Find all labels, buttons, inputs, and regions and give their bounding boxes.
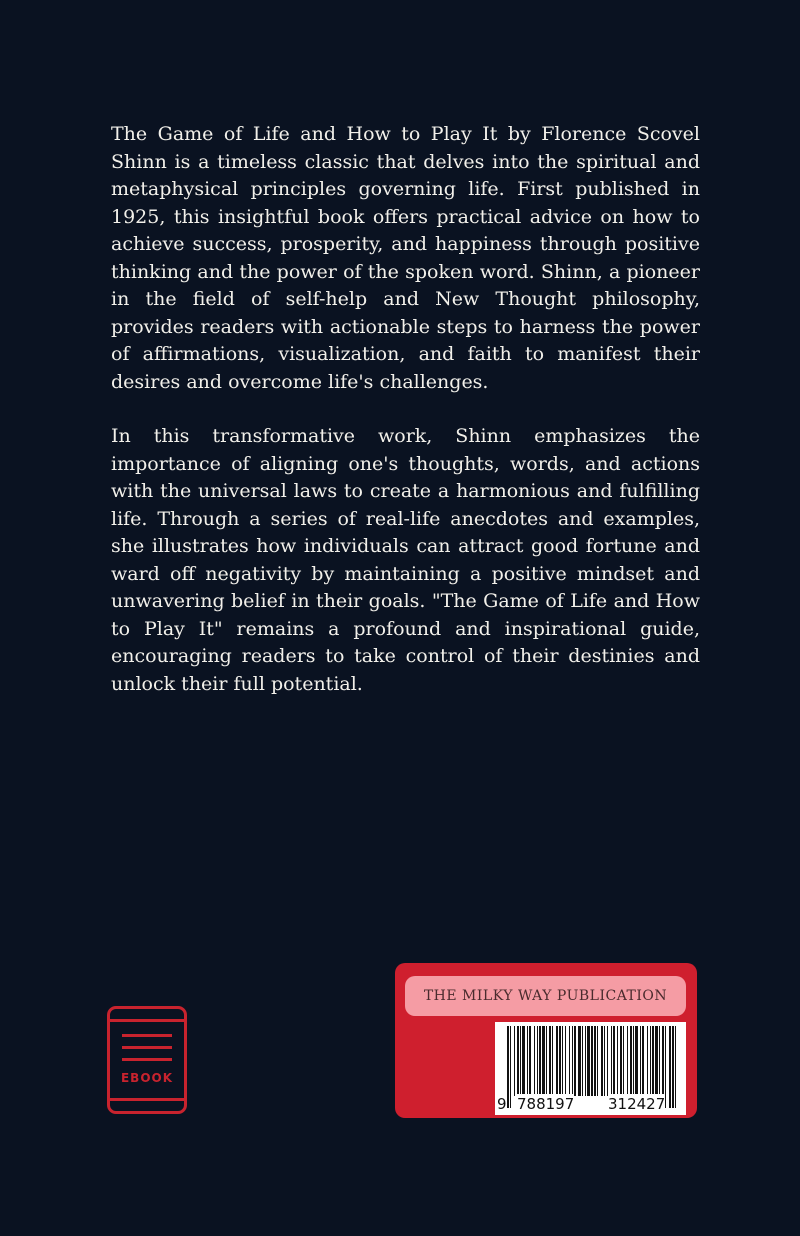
barcode-bar	[542, 1026, 545, 1096]
description-paragraph-2: In this transformative work, Shinn emphasizes the importance of aligning one's thoughts, words, and actions with the universal laws to create a harmonious and fulfilling life. Through a series of real-life anecdotes and examples, she illustrates how individuals can attract good fortune and ward off negativity by maintaining a positive mindset and unwavering belief in their goals. "The Game of Life and How to Play It" remains a profound and inspirational guide, encouraging readers to take control of their destinies and unlock their full potential.	[111, 425, 700, 695]
tablet-icon-line	[122, 1046, 172, 1049]
barcode-bar	[569, 1026, 570, 1096]
isbn-number	[495, 1094, 686, 1114]
tablet-icon-line	[122, 1058, 172, 1061]
barcode-bar	[539, 1026, 541, 1096]
publisher-name: THE MILKY WAY PUBLICATION	[405, 976, 686, 1016]
barcode-bar	[552, 1026, 553, 1096]
barcode-bar	[527, 1026, 528, 1096]
barcode-bar	[556, 1026, 558, 1096]
barcode-bar	[522, 1026, 525, 1096]
barcode-bar	[559, 1026, 561, 1096]
isbn-group-1: 788197	[517, 1095, 575, 1113]
barcode-bar	[597, 1026, 598, 1096]
barcode-bar	[587, 1026, 590, 1096]
tablet-icon-bottom-bar	[110, 1098, 184, 1101]
book-description	[111, 121, 700, 725]
isbn-group-2: 312427	[608, 1095, 666, 1113]
barcode-bar	[594, 1026, 596, 1096]
barcode-bar	[549, 1026, 551, 1096]
description-paragraph-1: The Game of Life and How to Play It by Florence Scovel Shinn is a timeless classic that delves into the spiritual and metaphysical principles governing life. First published in 1925, this insightful book offers practical advice on how to achieve success, prosperity, and happiness through positive thinking and the power of the spoken word. Shinn, a pioneer in the field of self-help and New Thought philosophy, provides readers with actionable steps to harness the power of affirmations, visualization, and faith to manifest their desires and overcome life's challenges.	[111, 123, 700, 393]
barcode-bar	[520, 1026, 521, 1096]
barcode-bar	[517, 1026, 519, 1096]
barcode-bar	[572, 1026, 573, 1096]
barcode-bar	[537, 1026, 538, 1096]
isbn-prefix: 9	[497, 1095, 507, 1113]
barcode-bar	[546, 1026, 547, 1096]
barcode-bar	[562, 1026, 563, 1096]
ebook-badge	[107, 1006, 187, 1114]
tablet-icon-top-bar	[110, 1019, 184, 1022]
barcode-bar	[534, 1026, 535, 1096]
barcode-bar	[565, 1026, 566, 1096]
barcode	[495, 1022, 686, 1115]
barcode-bar	[574, 1026, 576, 1096]
barcode-bar	[578, 1026, 581, 1096]
barcode-bar	[601, 1026, 603, 1096]
barcode-bar	[529, 1026, 531, 1096]
tablet-icon-line	[122, 1034, 172, 1037]
barcode-bar	[582, 1026, 583, 1096]
barcode-bar	[591, 1026, 593, 1096]
ebook-label: EBOOK	[120, 1071, 174, 1085]
barcode-bar	[611, 1026, 612, 1096]
barcode-bar	[604, 1026, 605, 1096]
barcode-bar	[585, 1026, 586, 1096]
barcode-bar	[514, 1026, 515, 1096]
barcode-bar	[607, 1026, 608, 1096]
